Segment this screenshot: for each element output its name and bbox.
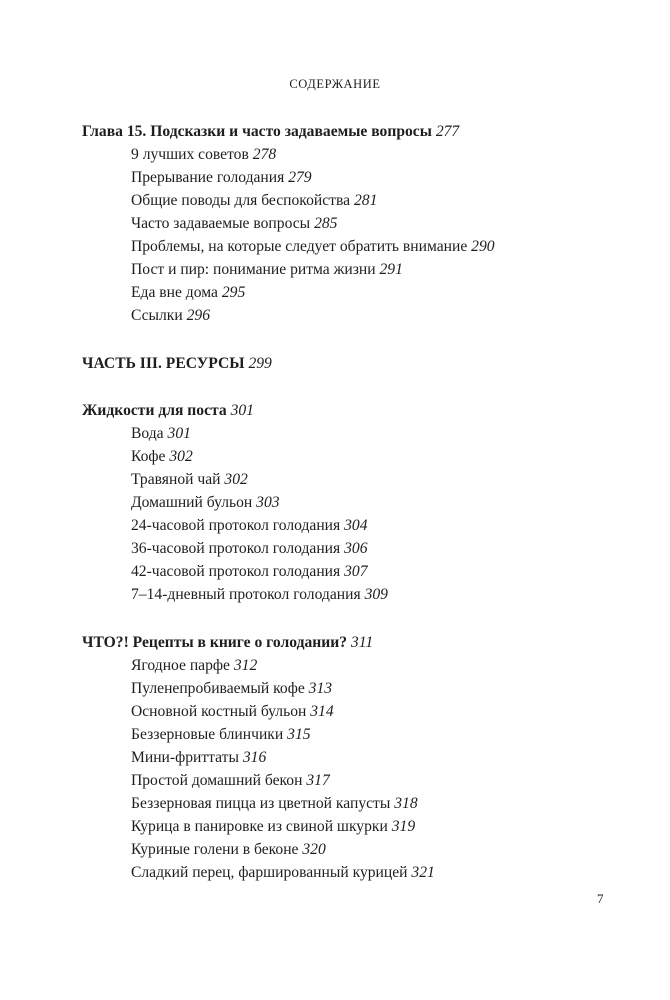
toc-entry-title: Домашний бульон [131,494,253,511]
toc-entry-title: Прерывание голодания [131,169,285,186]
toc-entry [82,166,622,189]
toc-entry [82,235,622,258]
toc-entry-title: 24-часовой протокол голодания [131,517,341,534]
toc-page-number: 301 [167,425,191,442]
toc-page-number: 318 [394,794,418,812]
toc-page-number: 314 [310,702,334,720]
toc-page-number: 313 [308,679,333,697]
toc-entry-title: Ягодное парфе [131,656,230,674]
running-head: СОДЕРЖАНИЕ [289,77,381,91]
toc-entry-title: Сладкий перец, фаршированный курицей [131,863,408,881]
toc-page-number: 296 [186,307,210,324]
toc-entry [82,537,622,560]
toc-entry-title: Часто задаваемые вопросы [131,215,311,232]
toc-entry [82,281,622,304]
toc-page-number: 299 [248,354,272,372]
toc-entry [82,583,622,606]
toc-entry [82,491,622,514]
table-of-contents [82,120,622,908]
toc-page-number: 306 [344,540,368,557]
toc-entry-title: Куриные голени в беконе [131,840,299,858]
toc-entry-title: Мини-фриттаты [131,748,239,766]
toc-entry-title: Простой домашний бекон [131,771,303,789]
toc-entry [82,838,622,861]
toc-entry-title: 42-часовой протокол голодания [131,563,341,580]
toc-heading [82,120,622,143]
toc-entry [82,514,622,537]
toc-entry [82,468,622,491]
toc-page-number: 285 [314,215,338,232]
toc-heading [82,631,622,654]
toc-section [82,631,622,884]
toc-entry [82,304,622,327]
toc-entry [82,723,622,746]
toc-entry-title: Вода [131,425,164,442]
toc-entry-title: 9 лучших советов [131,146,249,163]
toc-entry [82,792,622,815]
toc-entry-title: Травяной чай [131,471,221,488]
toc-page-number: 303 [256,494,280,511]
toc-entry [82,212,622,235]
toc-entry-title: Пуленепробиваемый кофе [131,679,305,697]
toc-page-number: 309 [364,586,388,603]
toc-heading-title: ЧАСТЬ III. РЕСУРСЫ [82,354,245,372]
toc-entry [82,258,622,281]
toc-page-number: 291 [379,261,403,278]
toc-heading-title: Глава 15. Подсказки и часто задаваемые вопросы [82,123,432,140]
toc-entry-title: Общие поводы для беспокойства [131,192,351,209]
toc-page-number: 315 [287,725,311,743]
toc-entry [82,700,622,723]
toc-entry [82,143,622,166]
toc-heading-title: ЧТО?! Рецепты в книге о голодании? [82,633,348,651]
toc-page-number: 316 [242,748,267,766]
toc-entry [82,445,622,468]
toc-page-number: 277 [435,123,460,140]
toc-page-number: 302 [224,471,248,488]
toc-entry [82,189,622,212]
toc-entry-title: Беззерновые блинчики [131,725,284,743]
toc-entry-title: Проблемы, на которые следует обратить внимание [131,238,468,255]
toc-page-number: 281 [353,192,378,209]
toc-page-number: 319 [391,817,416,835]
toc-page-number: 312 [233,656,258,674]
toc-entry-title: Еда вне дома [131,284,218,301]
page-number: 7 [597,891,604,906]
toc-entry [82,746,622,769]
toc-page-number: 295 [221,284,246,301]
toc-section [82,399,622,606]
toc-entry-title: 7–14-дневный протокол голодания [131,586,361,603]
toc-page-number: 321 [411,863,435,881]
toc-entry-title: Курица в панировке из свиной шкурки [131,817,388,835]
toc-page-number: 279 [288,169,312,186]
toc-entry [82,769,622,792]
toc-entry-title: Пост и пир: понимание ритма жизни [131,261,376,278]
toc-entry [82,560,622,583]
toc-page-number: 301 [230,402,254,419]
toc-page-number: 320 [302,840,326,858]
toc-page-number: 311 [350,633,374,651]
toc-page-number: 304 [344,517,368,534]
toc-page-number: 307 [344,563,368,580]
toc-page-number: 317 [306,771,330,789]
toc-entry [82,654,622,677]
toc-section [82,352,622,375]
toc-section [82,120,622,327]
toc-entry [82,815,622,838]
toc-heading-title: Жидкости для поста [82,402,227,419]
toc-entry-title: Беззерновая пицца из цветной капусты [131,794,391,812]
toc-page-number: 302 [169,448,193,465]
toc-heading [82,352,622,375]
toc-entry [82,677,622,700]
toc-heading [82,399,622,422]
toc-page-number: 290 [471,238,495,255]
toc-entry-title: Кофе [131,448,166,465]
toc-entry-title: Ссылки [131,307,183,324]
toc-entry [82,861,622,884]
toc-entry [82,422,622,445]
toc-entry-title: 36-часовой протокол голодания [131,540,341,557]
toc-entry-title: Основной костный бульон [131,702,307,720]
toc-page-number: 278 [252,146,277,163]
